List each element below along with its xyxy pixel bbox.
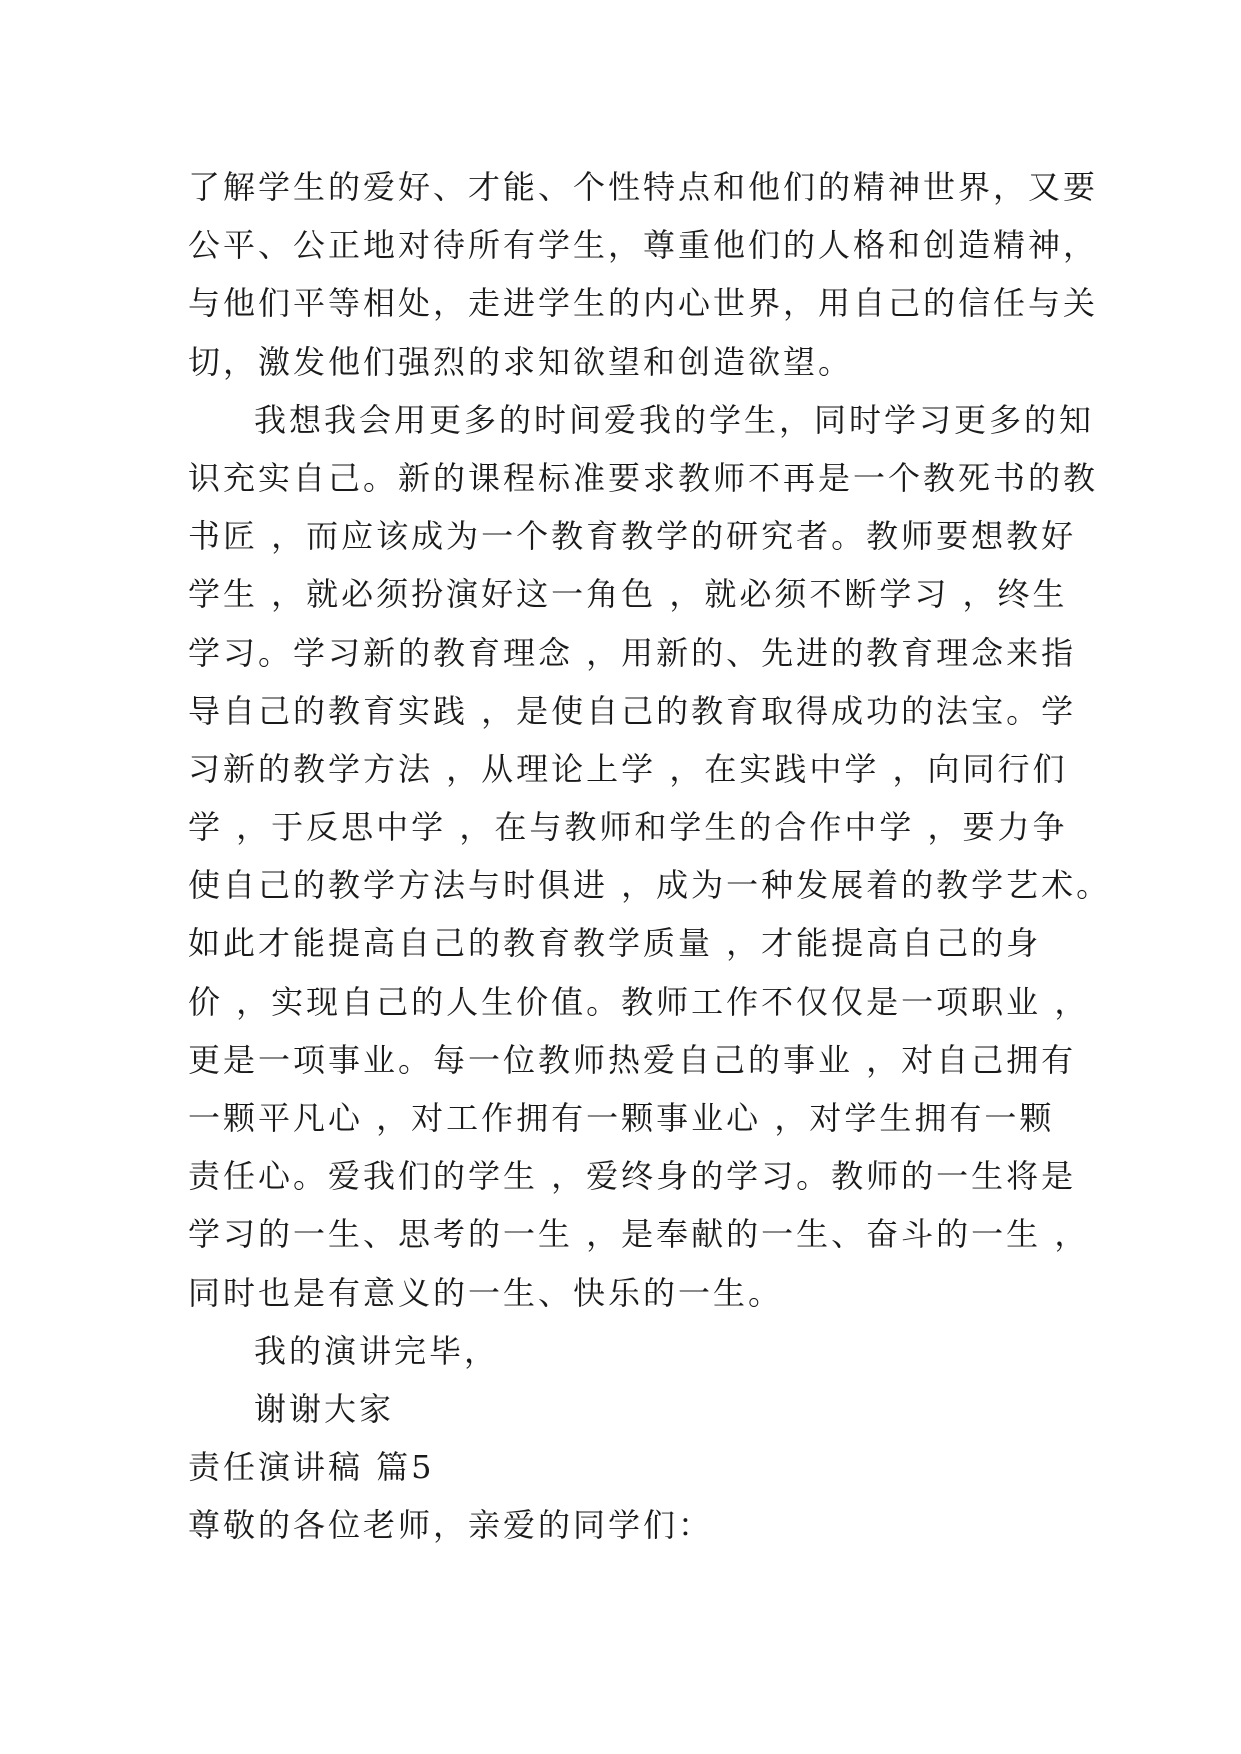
text-line: 书匠 ，而应该成为一个教育教学的研究者。教师要想教好	[188, 517, 1077, 556]
text-line: 了解学生的爱好、才能、个性特点和他们的精神世界，又要	[188, 168, 1099, 206]
document-body	[188, 158, 1112, 1555]
text-line: 一颗平凡心 ，对工作拥有一颗事业心 ，对学生拥有一颗	[188, 1099, 1055, 1137]
text-line: 学生 ，就必须扮演好这一角色 ，就必须不断学习 ，终生	[188, 575, 1068, 614]
text-line: 更是一项事业。每一位教师热爱自己的事业 ，对自己拥有	[188, 1040, 1077, 1079]
text-line: 导自己的教育实践 ，是使自己的教育取得成功的法宝。学	[188, 691, 1077, 730]
section-heading: 责任演讲稿 篇5	[188, 1448, 435, 1487]
text-line: 与他们平等相处，走进学生的内心世界，用自己的信任与关	[188, 284, 1099, 323]
text-line: 价 ，实现自己的人生价值。教师工作不仅仅是一项职业 ，	[188, 982, 1090, 1021]
text-line: 习新的教学方法 ，从理论上学 ，在实践中学 ，向同行们	[188, 749, 1068, 788]
text-line: 学习。学习新的教育理念 ，用新的、先进的教育理念来指	[188, 633, 1077, 672]
text-line: 如此才能提高自己的教育教学质量 ，才能提高自己的身	[188, 924, 1042, 963]
text-line: 学 ，于反思中学 ，在与教师和学生的合作中学 ，要力争	[188, 808, 1068, 847]
text-line: 切，激发他们强烈的求知欲望和创造欲望。	[188, 342, 854, 381]
text-line: 我想我会用更多的时间爱我的学生，同时学习更多的知	[254, 400, 1095, 439]
thanks-line: 谢谢大家	[254, 1389, 395, 1428]
text-line: 学习的一生、思考的一生 ，是奉献的一生、奋斗的一生 ，	[188, 1215, 1090, 1254]
text-line: 识充实自己。新的课程标准要求教师不再是一个教死书的教	[188, 458, 1099, 497]
text-line: 责任心。爱我们的学生 ，爱终身的学习。教师的一生将是	[188, 1157, 1077, 1196]
closing-line: 我的演讲完毕，	[254, 1331, 500, 1370]
text-line: 使自己的教学方法与时俱进 ，成为一种发展着的教学艺术。	[188, 866, 1112, 905]
text-line: 公平、公正地对待所有学生，尊重他们的人格和创造精神，	[188, 226, 1099, 265]
text-line: 同时也是有意义的一生、快乐的一生。	[188, 1273, 784, 1312]
salutation-line: 尊敬的各位老师，亲爱的同学们：	[188, 1506, 714, 1545]
